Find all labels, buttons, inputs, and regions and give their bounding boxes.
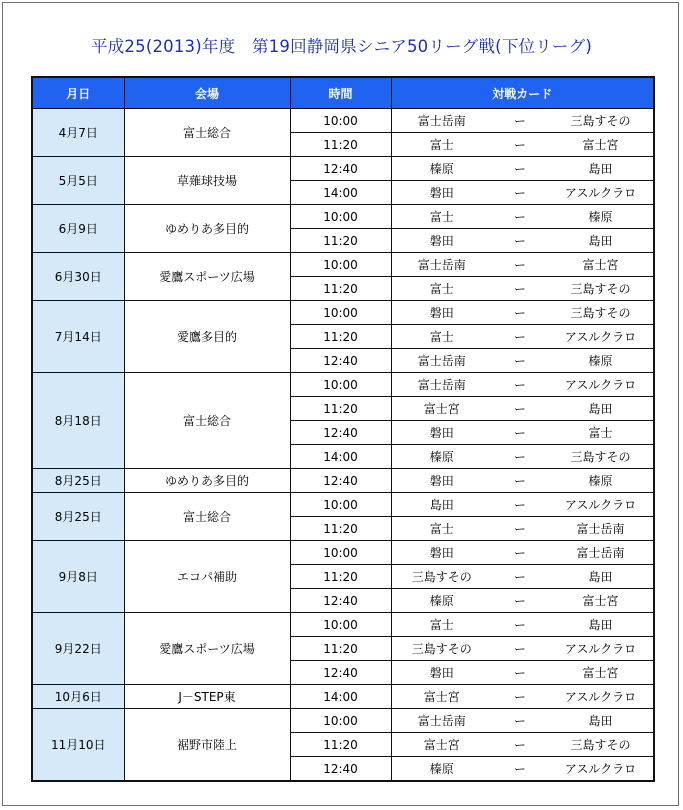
home-team-cell: 榛原	[391, 157, 492, 181]
date-cell: 10月6日	[32, 685, 124, 709]
time-cell: 11:20	[290, 637, 391, 661]
versus-dash: ー	[492, 229, 548, 253]
time-cell: 12:40	[290, 661, 391, 685]
date-cell: 4月7日	[32, 109, 124, 157]
versus-dash: ー	[492, 589, 548, 613]
date-cell: 8月18日	[32, 373, 124, 469]
venue-cell: 草薙球技場	[124, 157, 290, 205]
versus-dash: ー	[492, 301, 548, 325]
home-team-cell: 富士	[391, 205, 492, 229]
time-cell: 10:00	[290, 301, 391, 325]
time-cell: 12:40	[290, 757, 391, 782]
time-cell: 10:00	[290, 253, 391, 277]
home-team-cell: 磐田	[391, 421, 492, 445]
home-team-cell: 富士岳南	[391, 373, 492, 397]
away-team-cell: 三島すその	[548, 301, 654, 325]
page-title: 平成25(2013)年度 第19回静岡県シニア50リーグ戦(下位リーグ)	[91, 37, 592, 56]
time-cell: 14:00	[290, 445, 391, 469]
date-cell: 6月30日	[32, 253, 124, 301]
versus-dash: ー	[492, 277, 548, 301]
home-team-cell: 富士	[391, 613, 492, 637]
versus-dash: ー	[492, 181, 548, 205]
versus-dash: ー	[492, 565, 548, 589]
versus-dash: ー	[492, 493, 548, 517]
time-cell: 10:00	[290, 541, 391, 565]
home-team-cell: 富士	[391, 277, 492, 301]
home-team-cell: 富士岳南	[391, 349, 492, 373]
venue-cell: 愛鷹スポーツ広場	[124, 253, 290, 301]
table-row	[32, 373, 654, 397]
time-cell: 12:40	[290, 157, 391, 181]
time-cell: 11:20	[290, 733, 391, 757]
time-cell: 12:40	[290, 469, 391, 493]
venue-cell: エコパ補助	[124, 541, 290, 613]
schedule-table	[31, 76, 655, 782]
date-cell: 7月14日	[32, 301, 124, 373]
date-cell: 8月25日	[32, 493, 124, 541]
date-cell: 6月9日	[32, 205, 124, 253]
home-team-cell: 磐田	[391, 541, 492, 565]
schedule-body	[32, 109, 654, 782]
table-row	[32, 709, 654, 733]
away-team-cell: アスルクラロ	[548, 637, 654, 661]
home-team-cell: 磐田	[391, 661, 492, 685]
time-cell: 11:20	[290, 565, 391, 589]
versus-dash: ー	[492, 109, 548, 133]
time-cell: 10:00	[290, 373, 391, 397]
time-cell: 10:00	[290, 613, 391, 637]
time-cell: 11:20	[290, 277, 391, 301]
time-cell: 12:40	[290, 421, 391, 445]
versus-dash: ー	[492, 325, 548, 349]
home-team-cell: 富士	[391, 517, 492, 541]
home-team-cell: 富士岳南	[391, 253, 492, 277]
away-team-cell: 富士岳南	[548, 541, 654, 565]
table-row	[32, 613, 654, 637]
date-cell: 9月8日	[32, 541, 124, 613]
table-row	[32, 301, 654, 325]
away-team-cell: 富士宮	[548, 133, 654, 157]
home-team-cell: 榛原	[391, 445, 492, 469]
time-cell: 10:00	[290, 493, 391, 517]
away-team-cell: 富士宮	[548, 253, 654, 277]
table-row	[32, 685, 654, 709]
away-team-cell: 島田	[548, 613, 654, 637]
away-team-cell: アスルクラロ	[548, 373, 654, 397]
away-team-cell: 富士岳南	[548, 517, 654, 541]
versus-dash: ー	[492, 757, 548, 782]
versus-dash: ー	[492, 709, 548, 733]
home-team-cell: 磐田	[391, 469, 492, 493]
away-team-cell: 島田	[548, 157, 654, 181]
versus-dash: ー	[492, 253, 548, 277]
time-cell: 11:20	[290, 133, 391, 157]
date-cell: 11月10日	[32, 709, 124, 782]
home-team-cell: 磐田	[391, 301, 492, 325]
home-team-cell: 富士宮	[391, 733, 492, 757]
table-row	[32, 541, 654, 565]
table-row	[32, 469, 654, 493]
versus-dash: ー	[492, 637, 548, 661]
away-team-cell: 三島すその	[548, 277, 654, 301]
versus-dash: ー	[492, 397, 548, 421]
header-match: 対戦カード	[391, 77, 654, 109]
away-team-cell: 榛原	[548, 349, 654, 373]
table-row	[32, 157, 654, 181]
home-team-cell: 三島すその	[391, 637, 492, 661]
home-team-cell: 榛原	[391, 757, 492, 782]
venue-cell: 富士総合	[124, 109, 290, 157]
home-team-cell: 富士	[391, 133, 492, 157]
home-team-cell: 磐田	[391, 181, 492, 205]
time-cell: 11:20	[290, 397, 391, 421]
venue-cell: 裾野市陸上	[124, 709, 290, 782]
versus-dash: ー	[492, 685, 548, 709]
versus-dash: ー	[492, 445, 548, 469]
away-team-cell: 富士宮	[548, 661, 654, 685]
date-cell: 5月5日	[32, 157, 124, 205]
away-team-cell: アスルクラロ	[548, 493, 654, 517]
versus-dash: ー	[492, 157, 548, 181]
time-cell: 10:00	[290, 709, 391, 733]
home-team-cell: 島田	[391, 493, 492, 517]
versus-dash: ー	[492, 133, 548, 157]
time-cell: 11:20	[290, 517, 391, 541]
versus-dash: ー	[492, 541, 548, 565]
home-team-cell: 富士岳南	[391, 709, 492, 733]
venue-cell: ゆめりあ多目的	[124, 469, 290, 493]
header-row	[32, 77, 654, 109]
venue-cell: ゆめりあ多目的	[124, 205, 290, 253]
away-team-cell: アスルクラロ	[548, 685, 654, 709]
venue-cell: 愛鷹スポーツ広場	[124, 613, 290, 685]
date-cell: 9月22日	[32, 613, 124, 685]
home-team-cell: 富士宮	[391, 685, 492, 709]
venue-cell: 愛鷹多目的	[124, 301, 290, 373]
time-cell: 10:00	[290, 205, 391, 229]
home-team-cell: 榛原	[391, 589, 492, 613]
away-team-cell: 島田	[548, 397, 654, 421]
venue-cell: 富士総合	[124, 493, 290, 541]
away-team-cell: 榛原	[548, 469, 654, 493]
table-row	[32, 205, 654, 229]
time-cell: 14:00	[290, 181, 391, 205]
table-row	[32, 109, 654, 133]
header-date: 月日	[32, 77, 124, 109]
versus-dash: ー	[492, 517, 548, 541]
versus-dash: ー	[492, 205, 548, 229]
header-time: 時間	[290, 77, 391, 109]
versus-dash: ー	[492, 613, 548, 637]
away-team-cell: 榛原	[548, 205, 654, 229]
versus-dash: ー	[492, 661, 548, 685]
home-team-cell: 富士岳南	[391, 109, 492, 133]
home-team-cell: 富士	[391, 325, 492, 349]
versus-dash: ー	[492, 349, 548, 373]
versus-dash: ー	[492, 469, 548, 493]
time-cell: 12:40	[290, 349, 391, 373]
away-team-cell: アスルクラロ	[548, 325, 654, 349]
time-cell: 12:40	[290, 589, 391, 613]
time-cell: 14:00	[290, 685, 391, 709]
date-cell: 8月25日	[32, 469, 124, 493]
away-team-cell: 三島すその	[548, 733, 654, 757]
away-team-cell: アスルクラロ	[548, 181, 654, 205]
away-team-cell: 三島すその	[548, 109, 654, 133]
away-team-cell: 島田	[548, 709, 654, 733]
header-venue: 会場	[124, 77, 290, 109]
venue-cell: J－STEP東	[124, 685, 290, 709]
away-team-cell: 三島すその	[548, 445, 654, 469]
versus-dash: ー	[492, 421, 548, 445]
away-team-cell: 富士	[548, 421, 654, 445]
away-team-cell: 島田	[548, 565, 654, 589]
table-row	[32, 493, 654, 517]
time-cell: 10:00	[290, 109, 391, 133]
home-team-cell: 富士宮	[391, 397, 492, 421]
home-team-cell: 三島すその	[391, 565, 492, 589]
away-team-cell: アスルクラロ	[548, 757, 654, 782]
time-cell: 11:20	[290, 229, 391, 253]
versus-dash: ー	[492, 373, 548, 397]
time-cell: 11:20	[290, 325, 391, 349]
away-team-cell: 島田	[548, 229, 654, 253]
home-team-cell: 磐田	[391, 229, 492, 253]
venue-cell: 富士総合	[124, 373, 290, 469]
versus-dash: ー	[492, 733, 548, 757]
away-team-cell: 富士宮	[548, 589, 654, 613]
table-row	[32, 253, 654, 277]
